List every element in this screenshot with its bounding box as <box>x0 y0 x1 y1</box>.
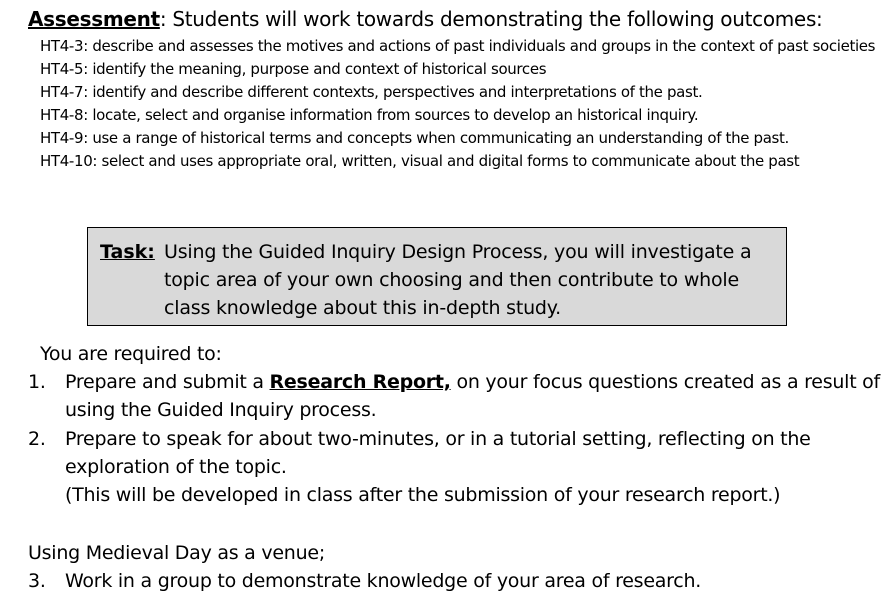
list-text-before: Prepare and submit a <box>65 371 270 393</box>
outcome-item: HT4-8: locate, select and organise information from sources to develop an historical inquiry. <box>40 106 699 124</box>
list-text: Work in a group to demonstrate knowledge of your area of research. <box>65 570 702 592</box>
outcome-item: HT4-5: identify the meaning, purpose and context of historical sources <box>40 60 547 78</box>
medieval-intro: Using Medieval Day as a venue; <box>28 542 325 564</box>
outcome-item: HT4-10: select and uses appropriate oral, written, visual and digital forms to communicate about the past <box>40 152 800 170</box>
outcome-item: HT4-3: describe and assesses the motives and actions of past individuals and groups in the context of past societies <box>40 37 876 55</box>
list-text <box>65 368 885 424</box>
task-description: Using the Guided Inquiry Design Process, you will investigate a topic area of your own choosing and then contribute to whole class knowledge about this in-depth study. <box>164 241 752 319</box>
assessment-heading <box>28 6 823 32</box>
assessment-label: Assessment <box>28 7 160 31</box>
assessment-intro: : Students will work towards demonstrating the following outcomes: <box>159 7 823 31</box>
list-number: 1. <box>28 371 46 393</box>
list-item <box>28 567 888 595</box>
task-label: Task: <box>100 241 155 263</box>
outcome-item: HT4-7: identify and describe different contexts, perspectives and interpretations of the past. <box>40 83 703 101</box>
list-number: 3. <box>28 570 46 592</box>
outcome-item: HT4-9: use a range of historical terms and concepts when communicating an understanding of the past. <box>40 129 789 147</box>
required-intro: You are required to: <box>40 343 222 365</box>
research-report-emphasis: Research Report, <box>269 371 451 393</box>
list-item <box>28 368 888 424</box>
list-text <box>65 425 885 509</box>
list-text-after: on your focus questions created as a result of using the Guided Inquiry process. <box>65 371 880 421</box>
outcomes-list <box>40 35 888 173</box>
list-item <box>28 425 888 509</box>
task-box <box>87 227 787 326</box>
list-note: (This will be developed in class after the submission of your research report.) <box>65 484 781 506</box>
list-text-main: Prepare to speak for about two-minutes, or in a tutorial setting, reflecting on the exploration of the topic. <box>65 428 811 478</box>
list-number: 2. <box>28 428 46 450</box>
